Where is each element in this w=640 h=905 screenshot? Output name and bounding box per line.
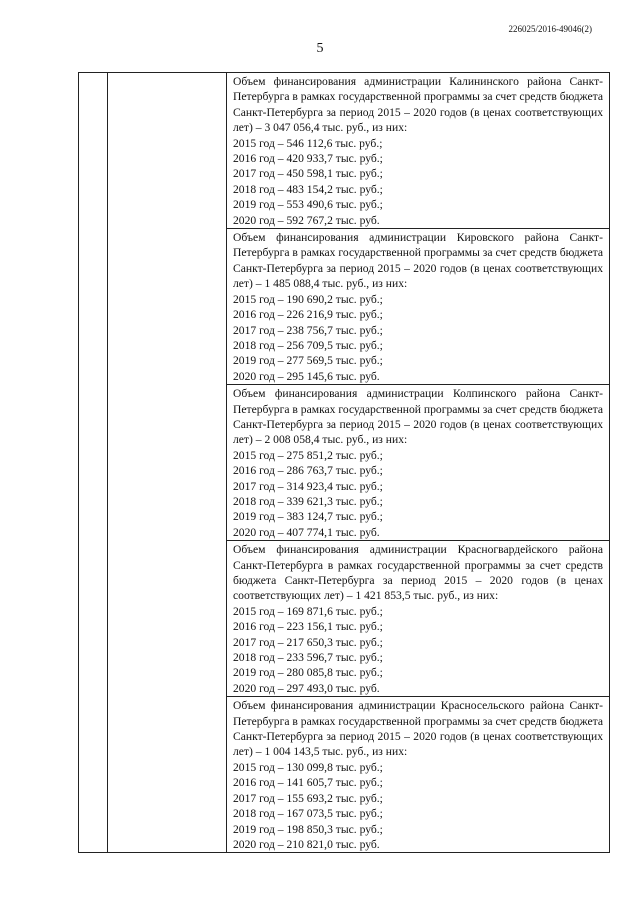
year-amount-line: 2016 год – 420 933,7 тыс. руб.; [233,152,383,166]
year-amount-line: 2016 год – 223 156,1 тыс. руб.; [233,620,383,634]
row-number-cell [79,73,108,853]
district-financing-block [227,73,609,229]
year-amount-line: 2018 год – 256 709,5 тыс. руб.; [233,338,383,352]
year-amount-line: 2015 год – 130 099,8 тыс. руб.; [233,760,383,774]
year-amount-line: 2020 год – 407 774,1 тыс. руб. [233,525,380,539]
year-amount-line: 2020 год – 592 767,2 тыс. руб. [233,213,380,227]
financing-heading: Объем финансирования администрации Кировского района Санкт-Петербурга в рамках государственной программы за счет средств бюджета Санкт-Петербурга за период 2015 – 2020 годов (в ценах соответствующих лет) – 1 485 088,4 тыс. руб., из них: [233,231,603,291]
year-amount-line: 2019 год – 280 085,8 тыс. руб.; [233,666,383,680]
year-amount-line: 2016 год – 286 763,7 тыс. руб.; [233,464,383,478]
year-amount-line: 2017 год – 314 923,4 тыс. руб.; [233,479,383,493]
year-amount-line: 2019 год – 553 490,6 тыс. руб.; [233,198,383,212]
year-amount-line: 2015 год – 546 112,6 тыс. руб.; [233,136,383,150]
year-amount-line: 2017 год – 450 598,1 тыс. руб.; [233,167,383,181]
district-financing-block [227,385,609,541]
year-amount-line: 2019 год – 277 569,5 тыс. руб.; [233,354,383,368]
financing-heading: Объем финансирования администрации Калининского района Санкт-Петербурга в рамках государственной программы за счет средств бюджета Санкт-Петербурга за период 2015 – 2020 годов (в ценах соответствующих лет) – 3 047 056,4 тыс. руб., из них: [233,75,603,135]
year-amount-line: 2015 год – 169 871,6 тыс. руб.; [233,604,383,618]
year-amount-line: 2016 год – 226 216,9 тыс. руб.; [233,308,383,322]
year-amount-line: 2017 год – 217 650,3 тыс. руб.; [233,635,383,649]
district-financing-block [227,229,609,385]
financing-table [78,72,610,853]
financing-heading: Объем финансирования администрации Красногвардейского района Санкт-Петербурга в рамках государственной программы за счет средств бюджета Санкт-Петербурга за период 2015 – 2020 годов (в ценах соответствующих лет) – 1 421 853,5 тыс. руб., из них: [233,543,603,603]
financing-blocks [227,73,609,852]
table-row [79,73,610,853]
financing-heading: Объем финансирования администрации Колпинского района Санкт-Петербурга в рамках государственной программы за счет средств бюджета Санкт-Петербурга за период 2015 – 2020 годов (в ценах соответствующих лет) – 2 008 058,4 тыс. руб., из них: [233,387,603,447]
year-amount-line: 2019 год – 198 850,3 тыс. руб.; [233,822,383,836]
section-name-cell [108,73,227,853]
year-amount-line: 2018 год – 167 073,5 тыс. руб.; [233,807,383,821]
year-amount-line: 2020 год – 297 493,0 тыс. руб. [233,681,380,695]
year-amount-line: 2018 год – 233 596,7 тыс. руб.; [233,651,383,665]
year-amount-line: 2020 год – 295 145,6 тыс. руб. [233,369,380,383]
page-number: 5 [316,41,324,56]
district-financing-block [227,697,609,852]
financing-heading: Объем финансирования администрации Красносельского района Санкт-Петербурга в рамках государственной программы за счет средств бюджета Санкт-Петербурга за период 2015 – 2020 годов (в ценах соответствующих лет) – 1 004 143,5 тыс. руб., из них: [233,699,603,759]
year-amount-line: 2017 год – 238 756,7 тыс. руб.; [233,323,383,337]
financing-content-cell [227,73,610,853]
document-id: 226025/2016-49046(2) [508,24,592,34]
district-financing-block [227,541,609,697]
year-amount-line: 2020 год – 210 821,0 тыс. руб. [233,837,380,851]
year-amount-line: 2016 год – 141 605,7 тыс. руб.; [233,776,383,790]
year-amount-line: 2015 год – 275 851,2 тыс. руб.; [233,448,383,462]
year-amount-line: 2018 год – 339 621,3 тыс. руб.; [233,494,383,508]
year-amount-line: 2019 год – 383 124,7 тыс. руб.; [233,510,383,524]
year-amount-line: 2018 год – 483 154,2 тыс. руб.; [233,182,383,196]
year-amount-line: 2017 год – 155 693,2 тыс. руб.; [233,791,383,805]
year-amount-line: 2015 год – 190 690,2 тыс. руб.; [233,292,383,306]
